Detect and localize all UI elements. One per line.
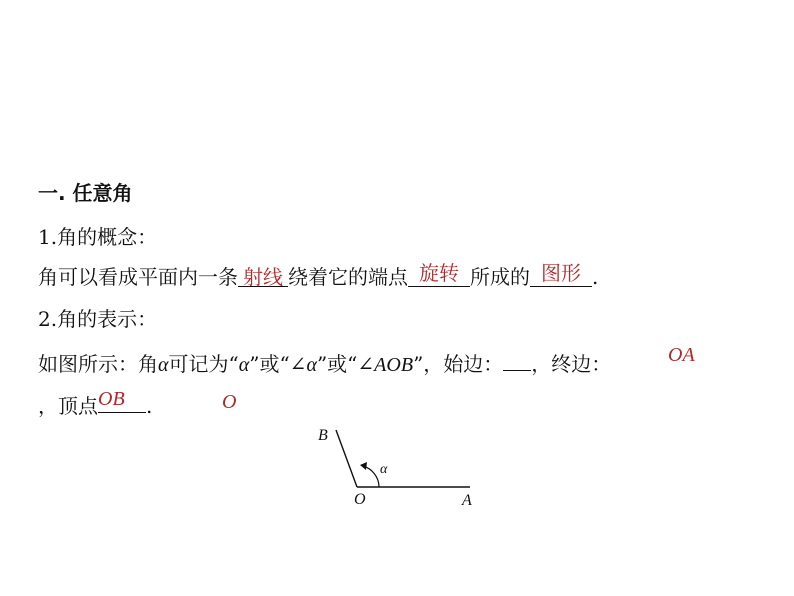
answer-initial-side: OA (668, 344, 695, 366)
line1-part3: ”或“∠ (249, 352, 307, 376)
ray-ob (336, 430, 357, 487)
section-title: 一. 任意角 (38, 181, 133, 205)
sentence-part2: 绕着它的端点 (288, 265, 408, 289)
label-alpha: α (380, 462, 388, 477)
aob-label: AOB (374, 354, 414, 376)
sentence-part1: 角可以看成平面内一条 (38, 265, 238, 289)
answer-vertex: O (222, 391, 237, 413)
answer-terminal-side: OB (98, 388, 125, 410)
sentence-part3: 所成的 (470, 265, 530, 289)
arc-arrowhead (360, 462, 367, 470)
label-b: B (318, 427, 328, 444)
alpha-symbol-3: α (306, 354, 317, 376)
alpha-symbol: α (158, 354, 169, 376)
label-a: A (462, 492, 472, 509)
answer-figure: 图形 (541, 261, 581, 285)
line2-part1: ，顶点 (38, 394, 98, 418)
line1-part5: ”，始边： (413, 352, 504, 376)
line2-end: . (146, 394, 153, 418)
item1-heading: 1.角的概念： (38, 225, 158, 249)
line1-part1: 如图所示：角 (38, 352, 158, 376)
line1-part2: 可记为“ (168, 352, 239, 376)
sentence-end: . (592, 265, 599, 289)
answer-ray: 射线 (243, 265, 283, 289)
answer-rotate: 旋转 (419, 261, 459, 285)
label-o: O (354, 491, 366, 508)
item2-heading: 2.角的表示： (38, 307, 158, 331)
line1-part4: ”或“∠ (316, 352, 375, 376)
alpha-symbol-2: α (238, 354, 250, 376)
line1-part6: ，终边： (531, 352, 612, 376)
